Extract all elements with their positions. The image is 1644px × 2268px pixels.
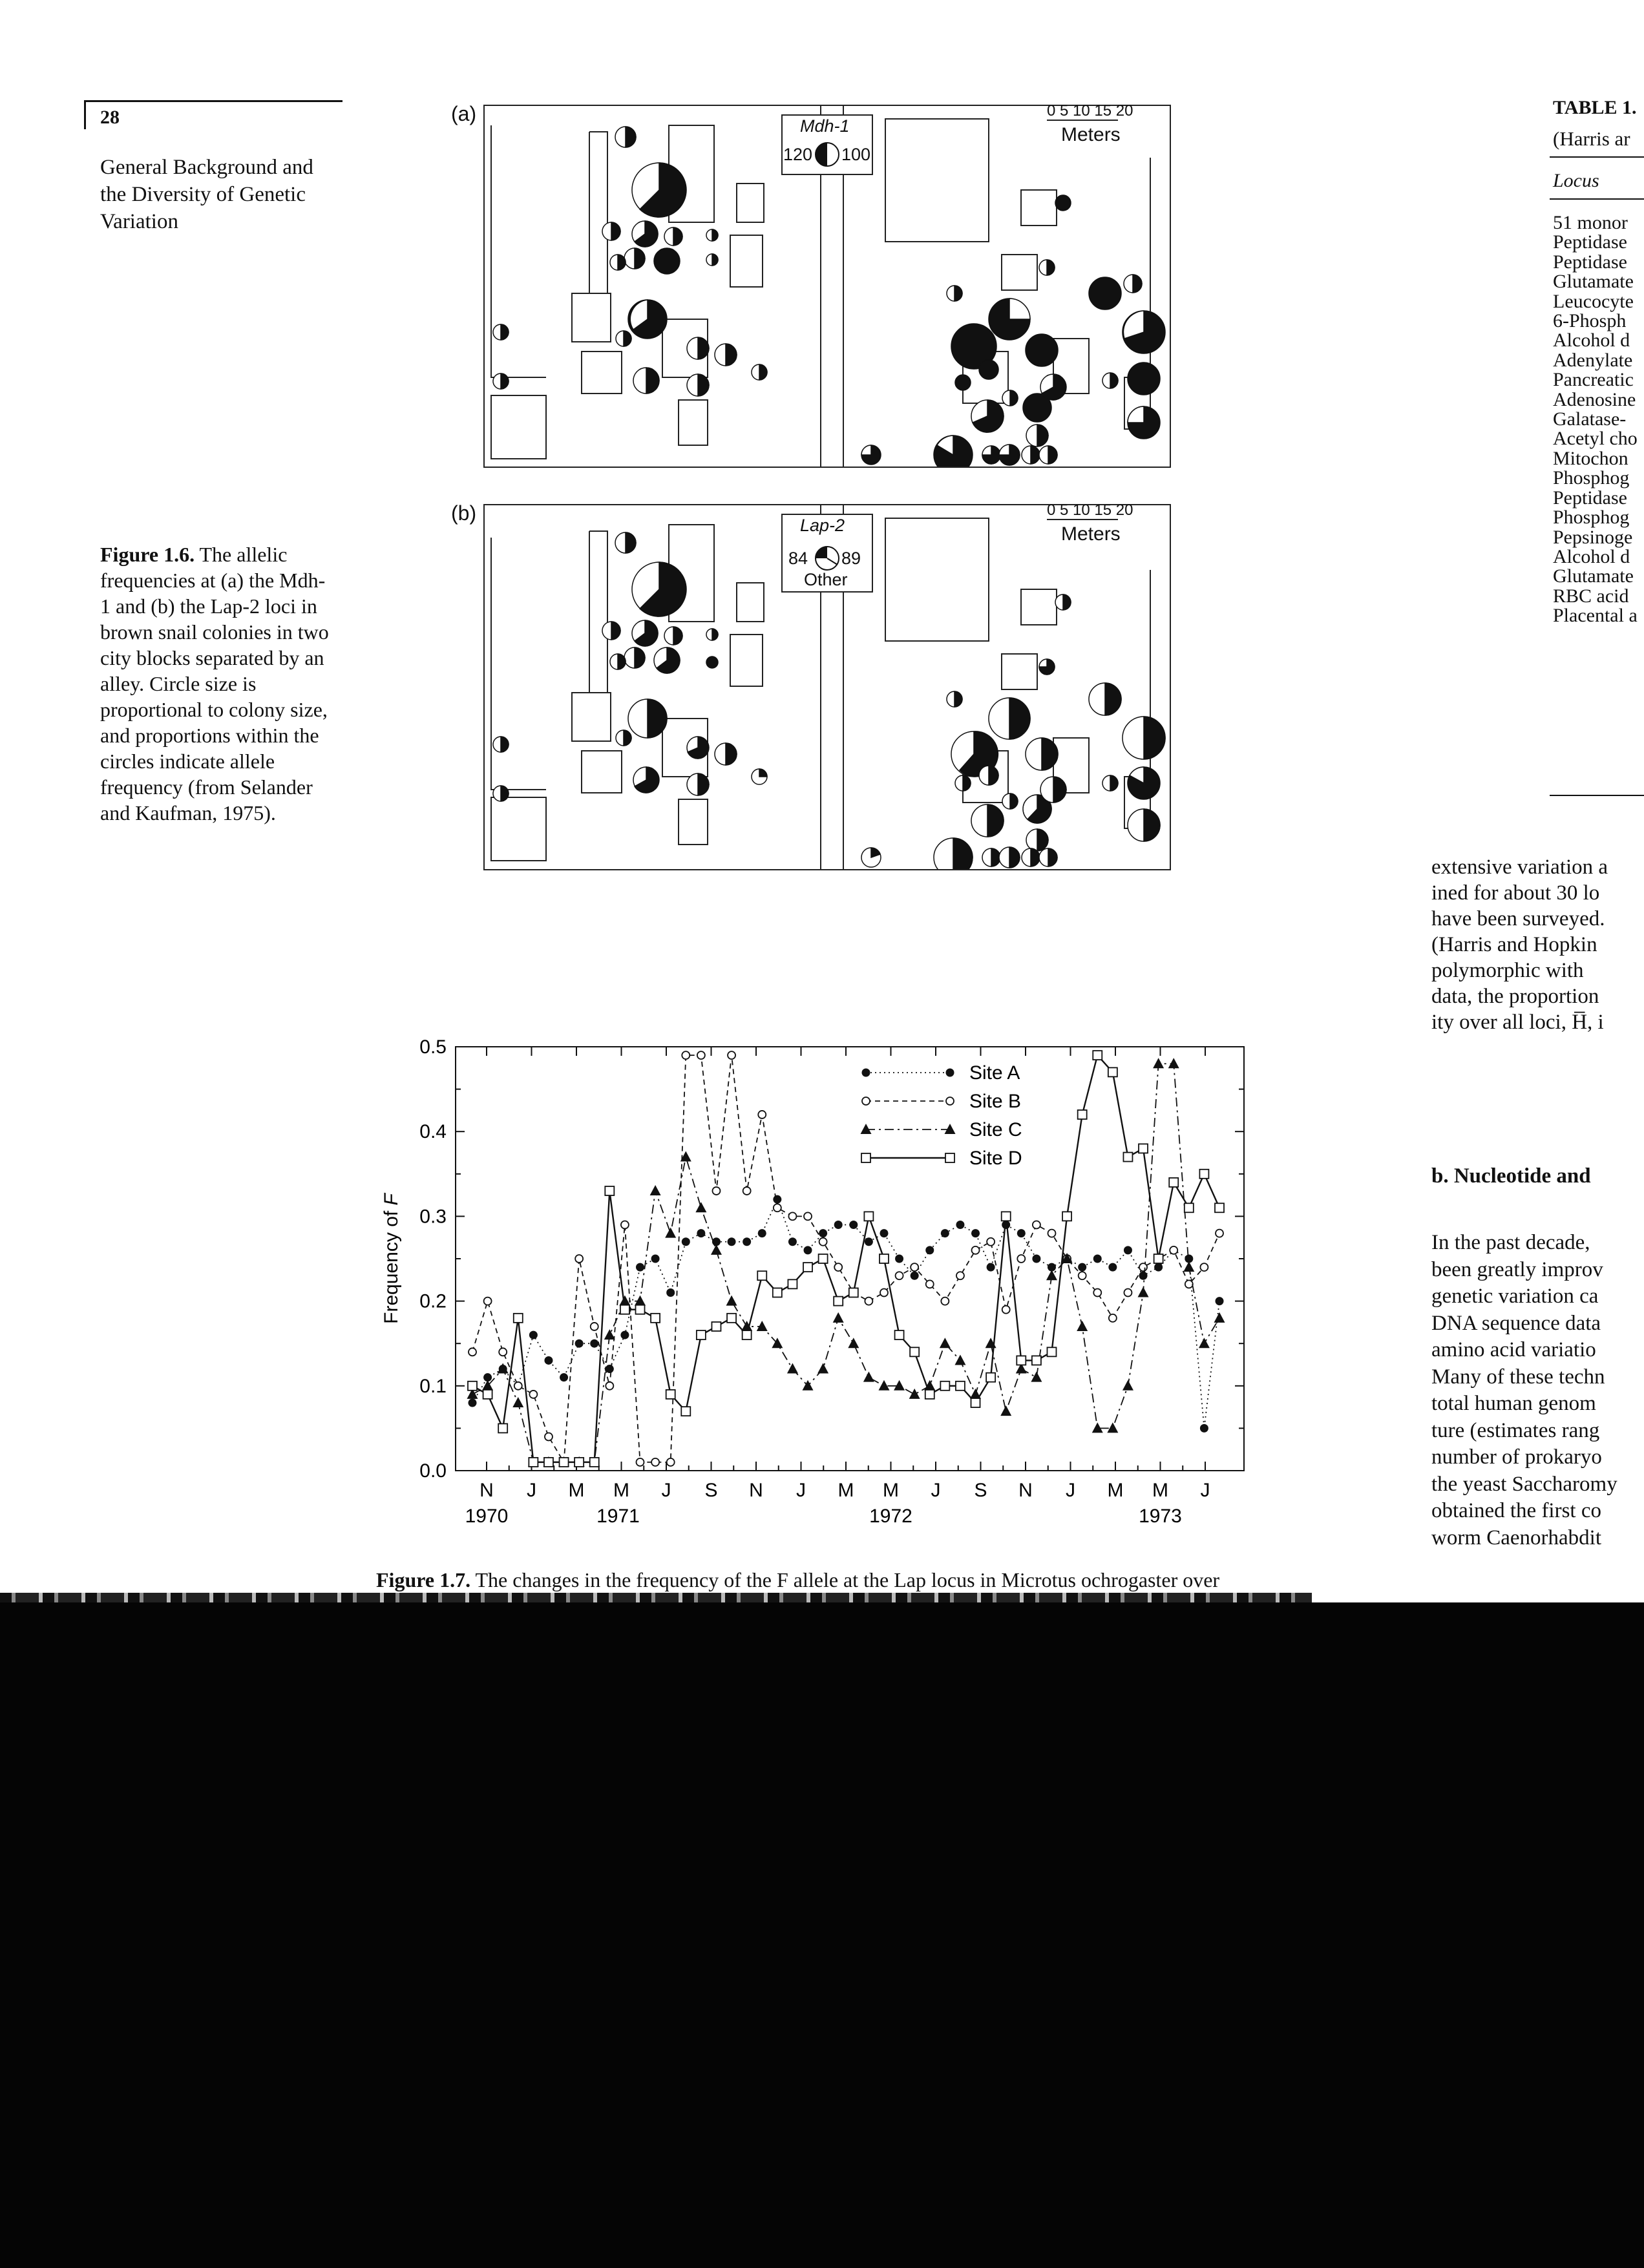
x-month-label: M bbox=[568, 1480, 585, 1501]
data-point bbox=[544, 1356, 553, 1365]
table-top-rule bbox=[1550, 156, 1644, 158]
table-row: Mitochon bbox=[1553, 447, 1628, 469]
text-line: DNA sequence data bbox=[1431, 1311, 1601, 1335]
data-point bbox=[909, 1389, 920, 1399]
data-point bbox=[469, 1348, 476, 1356]
legend-marker bbox=[862, 1097, 870, 1105]
data-point bbox=[757, 1321, 768, 1331]
data-point bbox=[1185, 1280, 1193, 1288]
legend-label: Site C bbox=[969, 1119, 1022, 1140]
data-point bbox=[651, 1255, 660, 1263]
y-axis-label: Frequency of F bbox=[381, 1193, 402, 1324]
legend-label: Site D bbox=[969, 1148, 1022, 1169]
table-row: Peptidase bbox=[1553, 487, 1627, 509]
figure-1-7-caption-label: Figure 1.7. bbox=[376, 1568, 471, 1591]
data-point bbox=[712, 1187, 720, 1195]
data-point bbox=[1200, 1263, 1208, 1271]
data-point bbox=[1214, 1312, 1225, 1323]
figure-1-7-chart bbox=[368, 1027, 1254, 1564]
data-point bbox=[972, 1246, 980, 1254]
data-point bbox=[620, 1331, 629, 1339]
x-month-label: M bbox=[883, 1480, 899, 1501]
data-point bbox=[956, 1381, 965, 1391]
table-row: Pancreatic bbox=[1553, 369, 1634, 391]
figure-1-6-caption-text: The allelic frequencies at (a) the Mdh-1 and (b) the Lap-2 loci in brown snail colonies in two city blocks separated by an alley. Circle size is proportional to colony size, and proportions within the circles indicate allele frequency (from Selander and Kaufman, 1975). bbox=[100, 543, 329, 824]
table-row: Peptidase bbox=[1553, 231, 1627, 253]
series-line bbox=[472, 1064, 1219, 1462]
data-point bbox=[1017, 1356, 1026, 1365]
section-heading: b. Nucleotide and bbox=[1431, 1164, 1591, 1188]
data-point bbox=[926, 1280, 934, 1288]
data-point bbox=[987, 1263, 995, 1272]
data-point bbox=[1138, 1286, 1149, 1297]
data-point bbox=[1183, 1261, 1194, 1272]
data-point bbox=[681, 1407, 690, 1416]
data-point bbox=[804, 1246, 812, 1254]
data-point bbox=[1168, 1058, 1179, 1068]
data-point bbox=[1185, 1203, 1194, 1212]
data-point bbox=[986, 1373, 995, 1382]
table-row: Placental a bbox=[1553, 605, 1638, 627]
data-point bbox=[1002, 1212, 1011, 1221]
data-point bbox=[635, 1296, 646, 1306]
data-point bbox=[1032, 1255, 1040, 1263]
data-point bbox=[529, 1458, 538, 1467]
data-point bbox=[606, 1365, 614, 1373]
text-line: data, the proportion bbox=[1431, 985, 1599, 1008]
map-a-legend-left-allele: 120 bbox=[783, 145, 813, 164]
data-point bbox=[819, 1238, 827, 1246]
map-a-legend-locus: Mdh-1 bbox=[800, 116, 850, 136]
data-point bbox=[1109, 1314, 1117, 1322]
data-point bbox=[1108, 1263, 1117, 1272]
data-point bbox=[1153, 1058, 1164, 1068]
x-year-label: 1970 bbox=[465, 1506, 509, 1527]
text-line: polymorphic with bbox=[1431, 959, 1584, 982]
data-point bbox=[484, 1297, 492, 1305]
data-point bbox=[865, 1297, 872, 1305]
snail-map-panel-a bbox=[483, 102, 1171, 468]
data-point bbox=[757, 1271, 766, 1280]
data-point bbox=[468, 1381, 477, 1391]
data-point bbox=[1002, 1306, 1010, 1314]
data-point bbox=[987, 1238, 995, 1246]
data-point bbox=[1017, 1255, 1025, 1263]
table-row: Leucocyte bbox=[1553, 290, 1634, 312]
data-point bbox=[804, 1212, 812, 1220]
data-point bbox=[803, 1263, 812, 1272]
legend-marker bbox=[946, 1097, 954, 1105]
table-head-rule bbox=[1550, 198, 1644, 200]
page-header-rule bbox=[84, 100, 342, 102]
data-point bbox=[1108, 1067, 1117, 1076]
x-month-label: J bbox=[1200, 1480, 1210, 1501]
data-point bbox=[544, 1458, 553, 1467]
figure-1-6-caption bbox=[100, 541, 333, 826]
data-point bbox=[665, 1228, 676, 1238]
data-point bbox=[711, 1322, 721, 1331]
text-line: genetic variation ca bbox=[1431, 1285, 1599, 1308]
data-point bbox=[894, 1380, 905, 1391]
x-year-label: 1972 bbox=[869, 1506, 912, 1527]
data-point bbox=[651, 1458, 659, 1466]
x-month-label: M bbox=[838, 1480, 854, 1501]
data-point bbox=[803, 1380, 814, 1391]
data-point bbox=[956, 1221, 964, 1229]
series-line bbox=[472, 1199, 1219, 1428]
data-point bbox=[895, 1255, 903, 1263]
data-point bbox=[560, 1373, 568, 1381]
data-point bbox=[834, 1221, 843, 1229]
table-rows bbox=[1553, 213, 1638, 626]
data-point bbox=[651, 1314, 660, 1323]
data-point bbox=[728, 1051, 735, 1059]
table-row: Pepsinoge bbox=[1553, 526, 1633, 548]
table-row: Acetyl cho bbox=[1553, 428, 1638, 450]
x-month-label: N bbox=[480, 1480, 494, 1501]
data-point bbox=[1078, 1263, 1086, 1272]
data-point bbox=[940, 1381, 949, 1391]
series-site-b bbox=[469, 1051, 1223, 1466]
data-point bbox=[1124, 1288, 1132, 1296]
data-point bbox=[788, 1212, 796, 1220]
y-tick-label: 0.3 bbox=[419, 1206, 447, 1228]
data-point bbox=[1215, 1203, 1224, 1212]
x-month-label: J bbox=[661, 1480, 671, 1501]
map-a-scale-ticks: 0 5 10 15 20 bbox=[1047, 102, 1133, 120]
table-row: Adenosine bbox=[1553, 388, 1636, 410]
data-point bbox=[1122, 1380, 1133, 1391]
data-point bbox=[575, 1255, 583, 1263]
text-line: obtained the first co bbox=[1431, 1499, 1602, 1522]
data-point bbox=[529, 1391, 537, 1398]
data-point bbox=[545, 1433, 553, 1441]
data-point bbox=[956, 1272, 964, 1279]
table-row: Alcohol d bbox=[1553, 545, 1630, 567]
data-point bbox=[1062, 1212, 1071, 1221]
data-point bbox=[575, 1339, 584, 1348]
data-point bbox=[1170, 1246, 1177, 1254]
table-row: Glutamate bbox=[1553, 565, 1634, 587]
data-point bbox=[788, 1279, 797, 1288]
data-point bbox=[925, 1390, 934, 1399]
data-point bbox=[1139, 1272, 1148, 1280]
data-point bbox=[880, 1288, 888, 1296]
data-point bbox=[788, 1237, 797, 1246]
data-point bbox=[880, 1254, 889, 1263]
data-point bbox=[636, 1263, 644, 1272]
legend-label: Site A bbox=[969, 1062, 1020, 1084]
legend-marker bbox=[945, 1153, 954, 1162]
body-paragraph-2 bbox=[1431, 1230, 1644, 1551]
x-month-label: M bbox=[1152, 1480, 1168, 1501]
data-point bbox=[954, 1354, 965, 1365]
data-point bbox=[910, 1347, 919, 1356]
series-line bbox=[472, 1055, 1219, 1462]
table-title: TABLE 1. bbox=[1553, 97, 1637, 118]
x-month-label: N bbox=[1018, 1480, 1033, 1501]
data-point bbox=[1216, 1297, 1224, 1305]
map-b-scale-ticks: 0 5 10 15 20 bbox=[1047, 501, 1133, 519]
data-point bbox=[880, 1229, 888, 1237]
x-month-label: J bbox=[527, 1480, 536, 1501]
data-point bbox=[834, 1297, 843, 1306]
page-header-rule-vertical bbox=[84, 100, 86, 129]
data-point bbox=[591, 1323, 598, 1330]
data-point bbox=[697, 1229, 705, 1237]
table-row: Adenylate bbox=[1553, 349, 1633, 371]
x-year-label: 1971 bbox=[596, 1506, 640, 1527]
body-paragraph-1 bbox=[1431, 854, 1644, 1035]
data-point bbox=[1199, 1170, 1208, 1179]
data-point bbox=[819, 1229, 827, 1237]
legend-label: Site B bbox=[969, 1091, 1022, 1112]
map-b-legend-right-allele: 89 bbox=[841, 549, 861, 568]
table-subtitle: (Harris ar bbox=[1553, 127, 1630, 150]
data-point bbox=[650, 1185, 661, 1195]
plot-frame bbox=[456, 1047, 1244, 1471]
data-point bbox=[667, 1458, 675, 1466]
data-point bbox=[620, 1305, 629, 1314]
data-point bbox=[1048, 1230, 1055, 1237]
data-point bbox=[1031, 1372, 1042, 1382]
data-point bbox=[878, 1380, 889, 1391]
data-point bbox=[666, 1288, 675, 1297]
data-point bbox=[911, 1263, 918, 1271]
x-month-label: J bbox=[796, 1480, 806, 1501]
table-column-head: Locus bbox=[1553, 170, 1599, 191]
data-point bbox=[1078, 1110, 1087, 1119]
text-line: total human genom bbox=[1431, 1392, 1596, 1415]
legend-marker bbox=[862, 1069, 870, 1077]
map-b-legend-left-allele: 84 bbox=[788, 549, 808, 568]
data-point bbox=[895, 1330, 904, 1339]
text-line: amino acid variatio bbox=[1431, 1338, 1596, 1361]
scan-dark-area bbox=[0, 1602, 1644, 2268]
data-point bbox=[1093, 1255, 1102, 1263]
data-point bbox=[1000, 1405, 1011, 1416]
data-point bbox=[1199, 1338, 1210, 1348]
data-point bbox=[1139, 1263, 1147, 1271]
text-line: worm Caenorhabdit bbox=[1431, 1526, 1602, 1549]
data-point bbox=[469, 1399, 477, 1407]
text-line: Many of these techn bbox=[1431, 1365, 1605, 1389]
map-a-legend-right-allele: 100 bbox=[841, 145, 871, 164]
panel-a-label: (a) bbox=[451, 102, 477, 125]
data-point bbox=[941, 1297, 949, 1305]
map-b-scale-unit: Meters bbox=[1061, 523, 1121, 545]
y-tick-label: 0.4 bbox=[419, 1121, 447, 1143]
data-point bbox=[483, 1390, 492, 1399]
data-point bbox=[727, 1314, 736, 1323]
data-point bbox=[848, 1338, 859, 1348]
data-point bbox=[514, 1314, 523, 1323]
figure-1-6-caption-label: Figure 1.6. bbox=[100, 543, 195, 566]
data-point bbox=[605, 1186, 614, 1195]
table-row: 51 monor bbox=[1553, 212, 1628, 233]
table-row: Alcohol d bbox=[1553, 330, 1630, 352]
data-point bbox=[1032, 1356, 1041, 1365]
text-line: have been surveyed. bbox=[1431, 907, 1605, 930]
data-point bbox=[621, 1221, 629, 1229]
data-point bbox=[911, 1272, 919, 1280]
data-point bbox=[1093, 1288, 1101, 1296]
data-point bbox=[849, 1288, 858, 1297]
legend-marker bbox=[946, 1069, 954, 1077]
map-a-scale-unit: Meters bbox=[1061, 124, 1121, 145]
data-point bbox=[819, 1254, 828, 1263]
data-point bbox=[743, 1187, 751, 1195]
text-line: (Harris and Hopkin bbox=[1431, 933, 1597, 956]
x-month-label: J bbox=[931, 1480, 941, 1501]
map-b-drawing bbox=[485, 505, 1170, 869]
data-point bbox=[1092, 1422, 1103, 1433]
table-row: Phosphog bbox=[1553, 467, 1630, 489]
data-point bbox=[863, 1372, 874, 1382]
x-month-label: J bbox=[1066, 1480, 1075, 1501]
y-tick-label: 0.1 bbox=[419, 1375, 447, 1397]
y-tick-label: 0.2 bbox=[419, 1290, 447, 1312]
data-point bbox=[925, 1246, 934, 1254]
data-point bbox=[560, 1458, 569, 1467]
data-point bbox=[940, 1338, 951, 1348]
map-a-drawing bbox=[485, 106, 1170, 467]
data-point bbox=[787, 1363, 798, 1374]
data-point bbox=[1216, 1230, 1223, 1237]
table-row: Glutamate bbox=[1553, 271, 1634, 293]
x-month-label: S bbox=[704, 1480, 718, 1501]
text-line: extensive variation a bbox=[1431, 856, 1608, 879]
data-point bbox=[1107, 1422, 1118, 1433]
data-point bbox=[774, 1204, 781, 1212]
data-point bbox=[817, 1363, 828, 1374]
data-point bbox=[1047, 1347, 1056, 1356]
data-point bbox=[498, 1423, 507, 1433]
table-row: RBC acid bbox=[1553, 585, 1629, 607]
data-point bbox=[773, 1195, 781, 1204]
text-line: ture (estimates rang bbox=[1431, 1418, 1600, 1442]
x-month-label: S bbox=[974, 1480, 987, 1501]
data-point bbox=[834, 1263, 842, 1271]
data-point bbox=[512, 1397, 523, 1407]
data-point bbox=[1017, 1229, 1026, 1237]
data-point bbox=[1124, 1246, 1132, 1254]
data-point bbox=[849, 1221, 858, 1229]
panel-b-label: (b) bbox=[451, 501, 477, 525]
data-point bbox=[728, 1237, 736, 1246]
data-point bbox=[1079, 1272, 1086, 1279]
legend-marker bbox=[861, 1124, 872, 1134]
data-point bbox=[1123, 1153, 1132, 1162]
data-point bbox=[606, 1382, 613, 1390]
data-point bbox=[682, 1237, 690, 1246]
data-point bbox=[971, 1398, 980, 1407]
page-number: 28 bbox=[100, 107, 120, 128]
data-point bbox=[865, 1237, 873, 1246]
running-head: General Background and the Diversity of Genetic Variation bbox=[100, 156, 313, 233]
text-line: ined for about 30 lo bbox=[1431, 881, 1600, 905]
table-bottom-rule bbox=[1550, 795, 1644, 796]
data-point bbox=[590, 1458, 599, 1467]
data-point bbox=[514, 1382, 522, 1390]
x-month-label: M bbox=[1107, 1480, 1124, 1501]
text-line: ity over all loci, H̅, i bbox=[1431, 1011, 1604, 1034]
text-line: In the past decade, bbox=[1431, 1231, 1590, 1254]
snail-map-panel-b bbox=[483, 501, 1171, 870]
data-point bbox=[1169, 1178, 1178, 1187]
data-point bbox=[1154, 1263, 1163, 1272]
data-point bbox=[590, 1339, 598, 1348]
data-point bbox=[864, 1212, 873, 1221]
data-point bbox=[499, 1348, 507, 1356]
data-point bbox=[758, 1229, 766, 1237]
data-point bbox=[1200, 1424, 1208, 1433]
data-point bbox=[1154, 1254, 1163, 1263]
table-row: 6-Phosph bbox=[1553, 310, 1627, 332]
data-point bbox=[773, 1288, 782, 1297]
data-point bbox=[726, 1296, 737, 1306]
data-point bbox=[636, 1305, 645, 1314]
data-point bbox=[695, 1202, 706, 1212]
map-b-legend-other: Other bbox=[804, 570, 848, 589]
data-point bbox=[896, 1272, 903, 1279]
x-year-label: 1973 bbox=[1139, 1506, 1182, 1527]
y-tick-label: 0.0 bbox=[419, 1460, 447, 1482]
data-point bbox=[758, 1111, 766, 1118]
data-point bbox=[743, 1237, 751, 1246]
data-point bbox=[833, 1312, 844, 1323]
data-point bbox=[697, 1330, 706, 1339]
data-point bbox=[682, 1051, 690, 1059]
data-point bbox=[941, 1229, 949, 1237]
figure-1-7-caption-text: The changes in the frequency of the F allele at the Lap locus in Microtus ochrogaster over bbox=[475, 1568, 1220, 1591]
data-point bbox=[1033, 1221, 1040, 1229]
text-line: number of prokaryo bbox=[1431, 1445, 1602, 1469]
table-row: Phosphog bbox=[1553, 507, 1630, 529]
x-month-label: N bbox=[749, 1480, 763, 1501]
series-line bbox=[472, 1055, 1219, 1462]
legend-marker bbox=[861, 1153, 870, 1162]
frequency-line-chart bbox=[368, 1027, 1254, 1564]
data-point bbox=[637, 1458, 644, 1466]
data-point bbox=[574, 1458, 584, 1467]
data-point bbox=[1077, 1321, 1088, 1331]
data-point bbox=[971, 1229, 980, 1237]
table-row: Peptidase bbox=[1553, 251, 1627, 273]
data-point bbox=[697, 1051, 705, 1059]
legend-marker bbox=[945, 1124, 956, 1134]
data-point bbox=[711, 1244, 722, 1255]
map-b-legend-locus: Lap-2 bbox=[800, 516, 845, 535]
data-point bbox=[529, 1331, 538, 1339]
data-point bbox=[1093, 1051, 1102, 1060]
table-row: Galatase- bbox=[1553, 408, 1627, 430]
y-tick-label: 0.5 bbox=[419, 1036, 447, 1058]
data-point bbox=[1139, 1144, 1148, 1153]
data-point bbox=[604, 1329, 615, 1339]
text-line: the yeast Saccharomy bbox=[1431, 1472, 1618, 1496]
data-point bbox=[666, 1390, 675, 1399]
data-point bbox=[743, 1330, 752, 1339]
x-month-label: M bbox=[613, 1480, 629, 1501]
text-line: been greatly improv bbox=[1431, 1257, 1603, 1281]
